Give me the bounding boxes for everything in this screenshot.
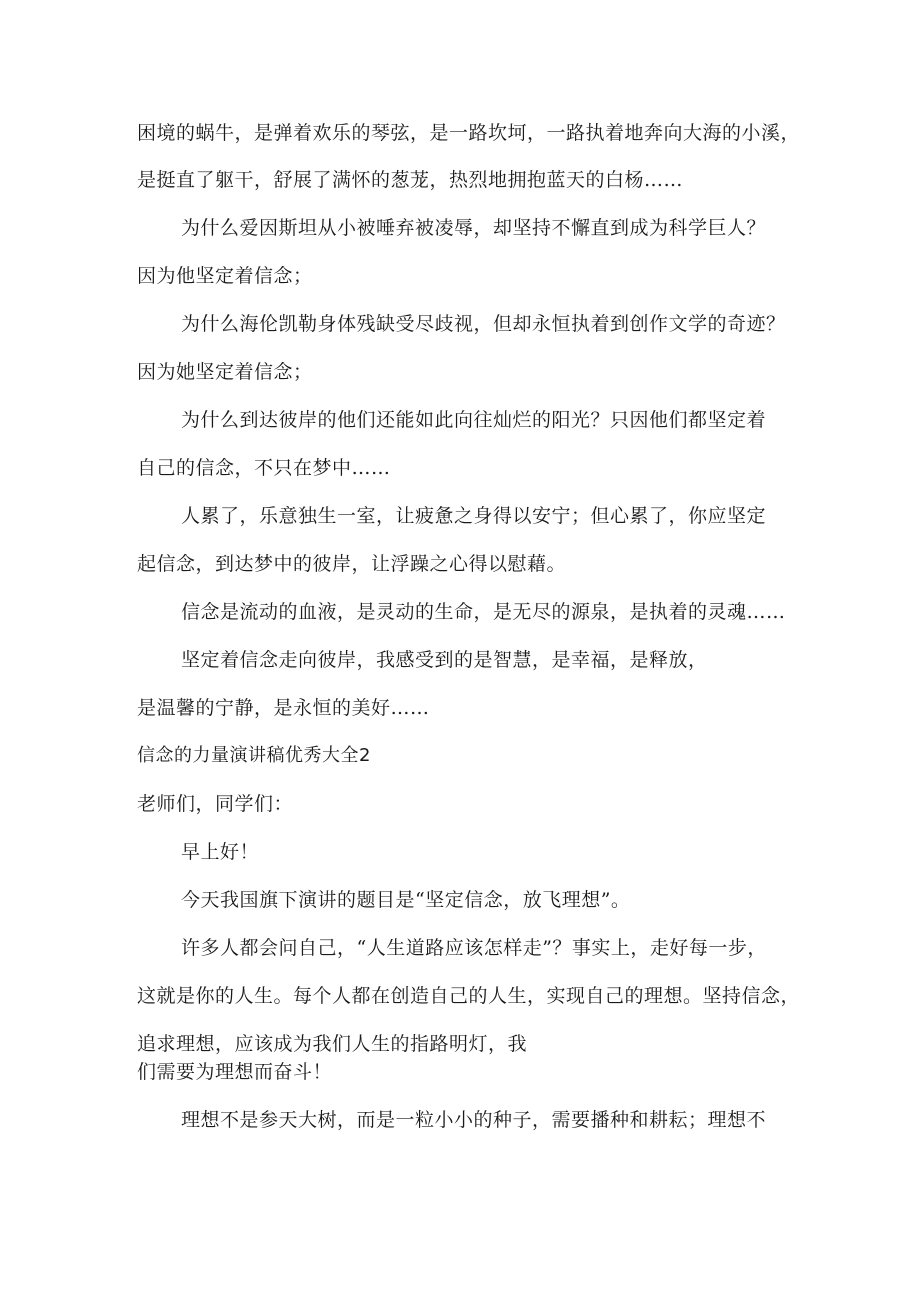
text-line-6: 因为她坚定着信念； [137,361,313,383]
text-line-16: 早上好！ [181,841,260,863]
text-line-12: 坚定着信念走向彼岸，我感受到的是智慧，是幸福，是释放， [181,649,708,671]
text-line-4: 因为他坚定着信念； [137,265,313,287]
section-heading: 信念的力量演讲稿优秀大全2 [137,745,371,766]
text-line-19: 这就是你的人生。每个人都在创造自己的人生，实现自己的理想。坚持信念， [137,985,801,1007]
text-line-1: 困境的蜗牛，是弹着欢乐的琴弦，是一路坎坷，一路执着地奔向大海的小溪， [137,122,801,144]
text-line-8: 自己的信念，不只在梦中…… [137,457,391,479]
text-line-10: 起信念，到达梦中的彼岸，让浮躁之心得以慰藉。 [137,553,567,575]
text-line-17: 今天我国旗下演讲的题目是“坚定信念，放飞理想”。 [181,889,631,911]
text-line-2: 是挺直了躯干，舒展了满怀的葱茏，热烈地拥抱蓝天的白杨…… [137,169,684,191]
text-line-18: 许多人都会问自己，“人生道路应该怎样走”？事实上，走好每一步， [181,937,767,959]
text-line-3: 为什么爱因斯坦从小被唾弃被凌辱，却坚持不懈直到成为科学巨人？ [181,217,767,239]
text-line-15: 老师们，同学们： [137,793,294,815]
text-line-13: 是温馨的宁静，是永恒的美好…… [137,697,430,719]
text-line-11: 信念是流动的血液，是灵动的生命，是无尽的源泉，是执着的灵魂…… [181,601,786,623]
text-line-5: 为什么海伦凯勒身体残缺受尽歧视，但却永恒执着到创作文学的奇迹？ [181,313,786,335]
text-line-21: 们需要为理想而奋斗！ [137,1061,333,1083]
text-line-7: 为什么到达彼岸的他们还能如此向往灿烂的阳光？只因他们都坚定着 [181,409,767,431]
text-line-9: 人累了，乐意独生一室，让疲惫之身得以安宁；但心累了，你应坚定 [181,505,767,527]
text-line-22: 理想不是参天大树，而是一粒小小的种子，需要播种和耕耘；理想不 [181,1109,767,1131]
text-line-20: 追求理想，应该成为我们人生的指路明灯，我 [137,1033,528,1055]
